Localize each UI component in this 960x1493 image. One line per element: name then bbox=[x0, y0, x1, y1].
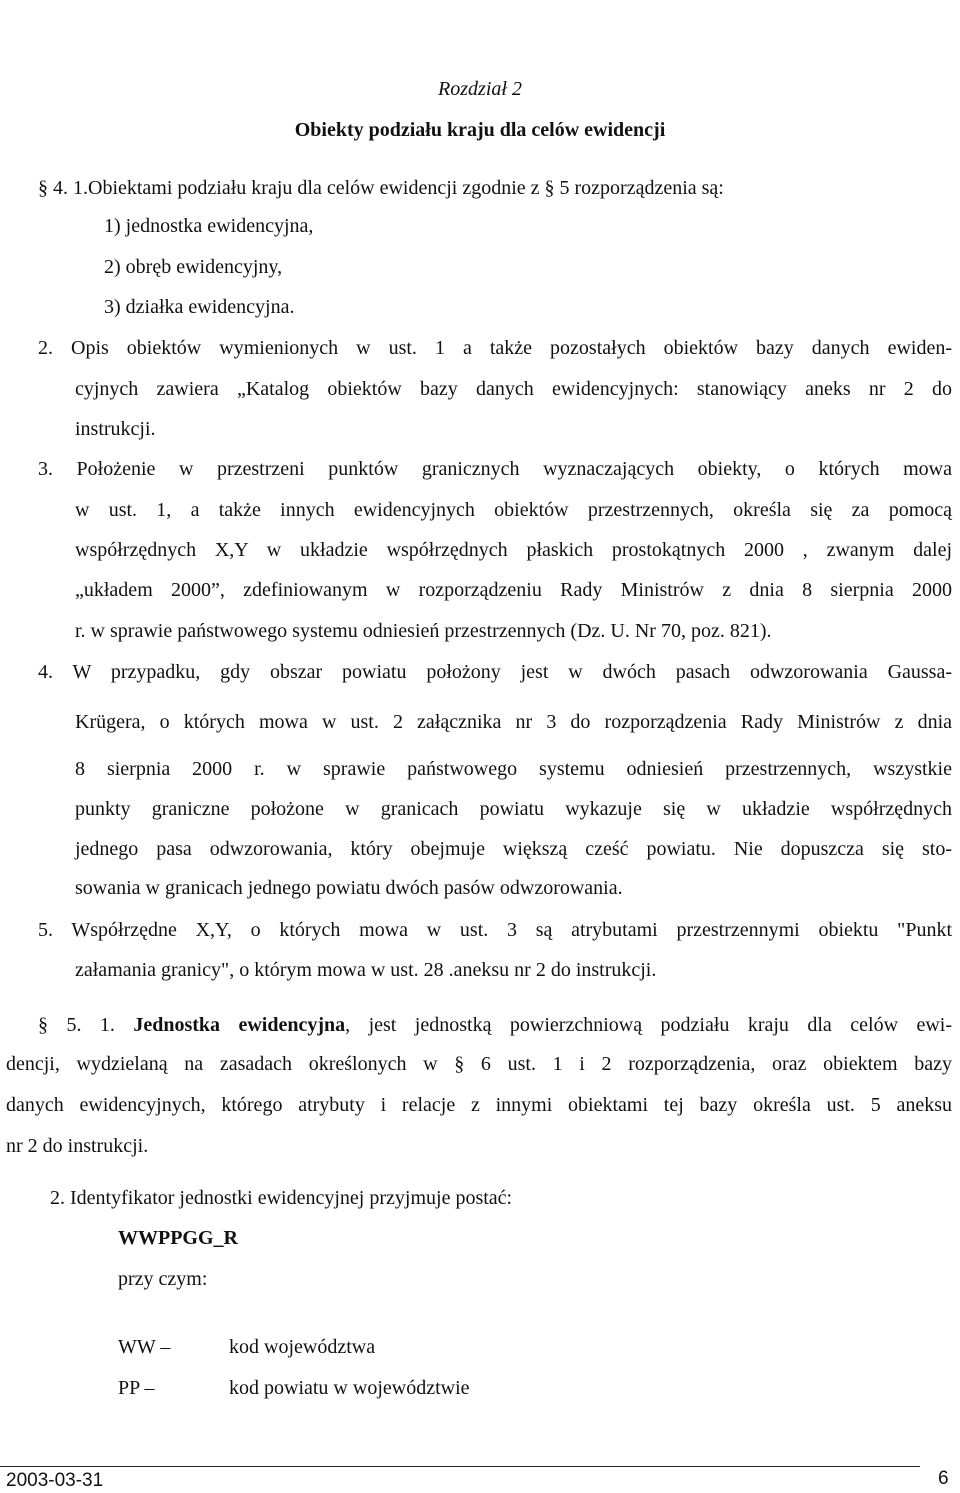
s5-p1-line-4: nr 2 do instrukcji. bbox=[6, 1135, 149, 1157]
s4-p3-line-1: 3. Położenie w przestrzeni punktów granicznych wyznaczających obiekty, o których mowa bbox=[38, 458, 952, 480]
s4-item-1: 1) jednostka ewidencyjna, bbox=[104, 215, 314, 237]
s5-p1-line-2: dencji, wydzielaną na zasadach określonych w § 6 ust. 1 i 2 rozporządzenia, oraz obiektem bazy bbox=[6, 1053, 952, 1075]
s4-p4-line-3: 8 sierpnia 2000 r. w sprawie państwowego systemu odniesień przestrzennych, wszystkie bbox=[75, 758, 952, 780]
s4-paragraph-1: § 4. 1.Obiektami podziału kraju dla celów ewidencji zgodnie z § 5 rozporządzenia są: bbox=[38, 177, 724, 199]
definition-key-ww: WW – bbox=[118, 1336, 171, 1358]
s4-p3-line-3: współrzędnych X,Y w układzie współrzędnych płaskich prostokątnych 2000 , zwanym dalej bbox=[75, 539, 952, 561]
s5-p1-line-1: § 5. 1. Jednostka ewidencyjna, jest jednostką powierzchniową podziału kraju dla celów ewi- bbox=[38, 1014, 952, 1036]
s4-p4-line-1: 4. W przypadku, gdy obszar powiatu położony jest w dwóch pasach odwzorowania Gaussa- bbox=[38, 661, 952, 683]
s4-p4-line-6: sowania w granicach jednego powiatu dwóch pasów odwzorowania. bbox=[75, 877, 623, 899]
footer-divider bbox=[0, 1466, 920, 1467]
definition-value-pp: kod powiatu w województwie bbox=[229, 1377, 470, 1399]
s4-p3-line-2: w ust. 1, a także innych ewidencyjnych obiektów przestrzennych, określa się za pomocą bbox=[75, 499, 952, 521]
identifier-format: WWPPGG_R bbox=[118, 1227, 238, 1249]
s5-paragraph-2: 2. Identyfikator jednostki ewidencyjnej przyjmuje postać: bbox=[50, 1187, 513, 1209]
chapter-label: Rozdział 2 bbox=[438, 78, 522, 100]
s4-p4-line-2: Krügera, o których mowa w ust. 2 załącznika nr 3 do rozporządzenia Rady Ministrów z dnia bbox=[75, 711, 952, 733]
s4-item-2: 2) obręb ewidencyjny, bbox=[104, 256, 283, 278]
footer-date: 2003-03-31 bbox=[6, 1470, 104, 1491]
chapter-title: Obiekty podziału kraju dla celów ewidencji bbox=[294, 119, 666, 141]
s4-item-3: 3) działka ewidencyjna. bbox=[104, 296, 295, 318]
definition-value-ww: kod województwa bbox=[229, 1336, 376, 1358]
definition-key-pp: PP – bbox=[118, 1377, 155, 1399]
s4-p2-line-1: 2. Opis obiektów wymienionych w ust. 1 a także pozostałych obiektów bazy danych ewiden- bbox=[38, 337, 952, 359]
s4-p5-line-1: 5. Współrzędne X,Y, o których mowa w ust. 3 są atrybutami przestrzennymi obiektu "Punkt bbox=[38, 919, 952, 941]
s4-p3-line-5: r. w sprawie państwowego systemu odniesień przestrzennych (Dz. U. Nr 70, poz. 821). bbox=[75, 620, 772, 642]
page-number: 6 bbox=[938, 1468, 949, 1489]
where-label: przy czym: bbox=[118, 1268, 208, 1290]
s4-p3-line-4: „układem 2000”, zdefiniowanym w rozporządzeniu Rady Ministrów z dnia 8 sierpnia 2000 bbox=[75, 579, 952, 601]
s4-p2-line-2: cyjnych zawiera „Katalog obiektów bazy danych ewidencyjnych: stanowiący aneks nr 2 do bbox=[75, 378, 952, 400]
s4-p4-line-4: punkty graniczne położone w granicach powiatu wykazuje się w układzie współrzędnych bbox=[75, 798, 952, 820]
s5-p1-line-3: danych ewidencyjnych, którego atrybuty i relacje z innymi obiektami tej bazy określa ust. 5 aneksu bbox=[6, 1094, 952, 1116]
s4-p5-line-2: załamania granicy", o którym mowa w ust. 28 .aneksu nr 2 do instrukcji. bbox=[75, 959, 657, 981]
s4-p2-line-3: instrukcji. bbox=[75, 418, 156, 440]
s4-p4-line-5: jednego pasa odwzorowania, który obejmuje większą cześć powiatu. Nie dopuszcza się sto- bbox=[75, 838, 952, 860]
